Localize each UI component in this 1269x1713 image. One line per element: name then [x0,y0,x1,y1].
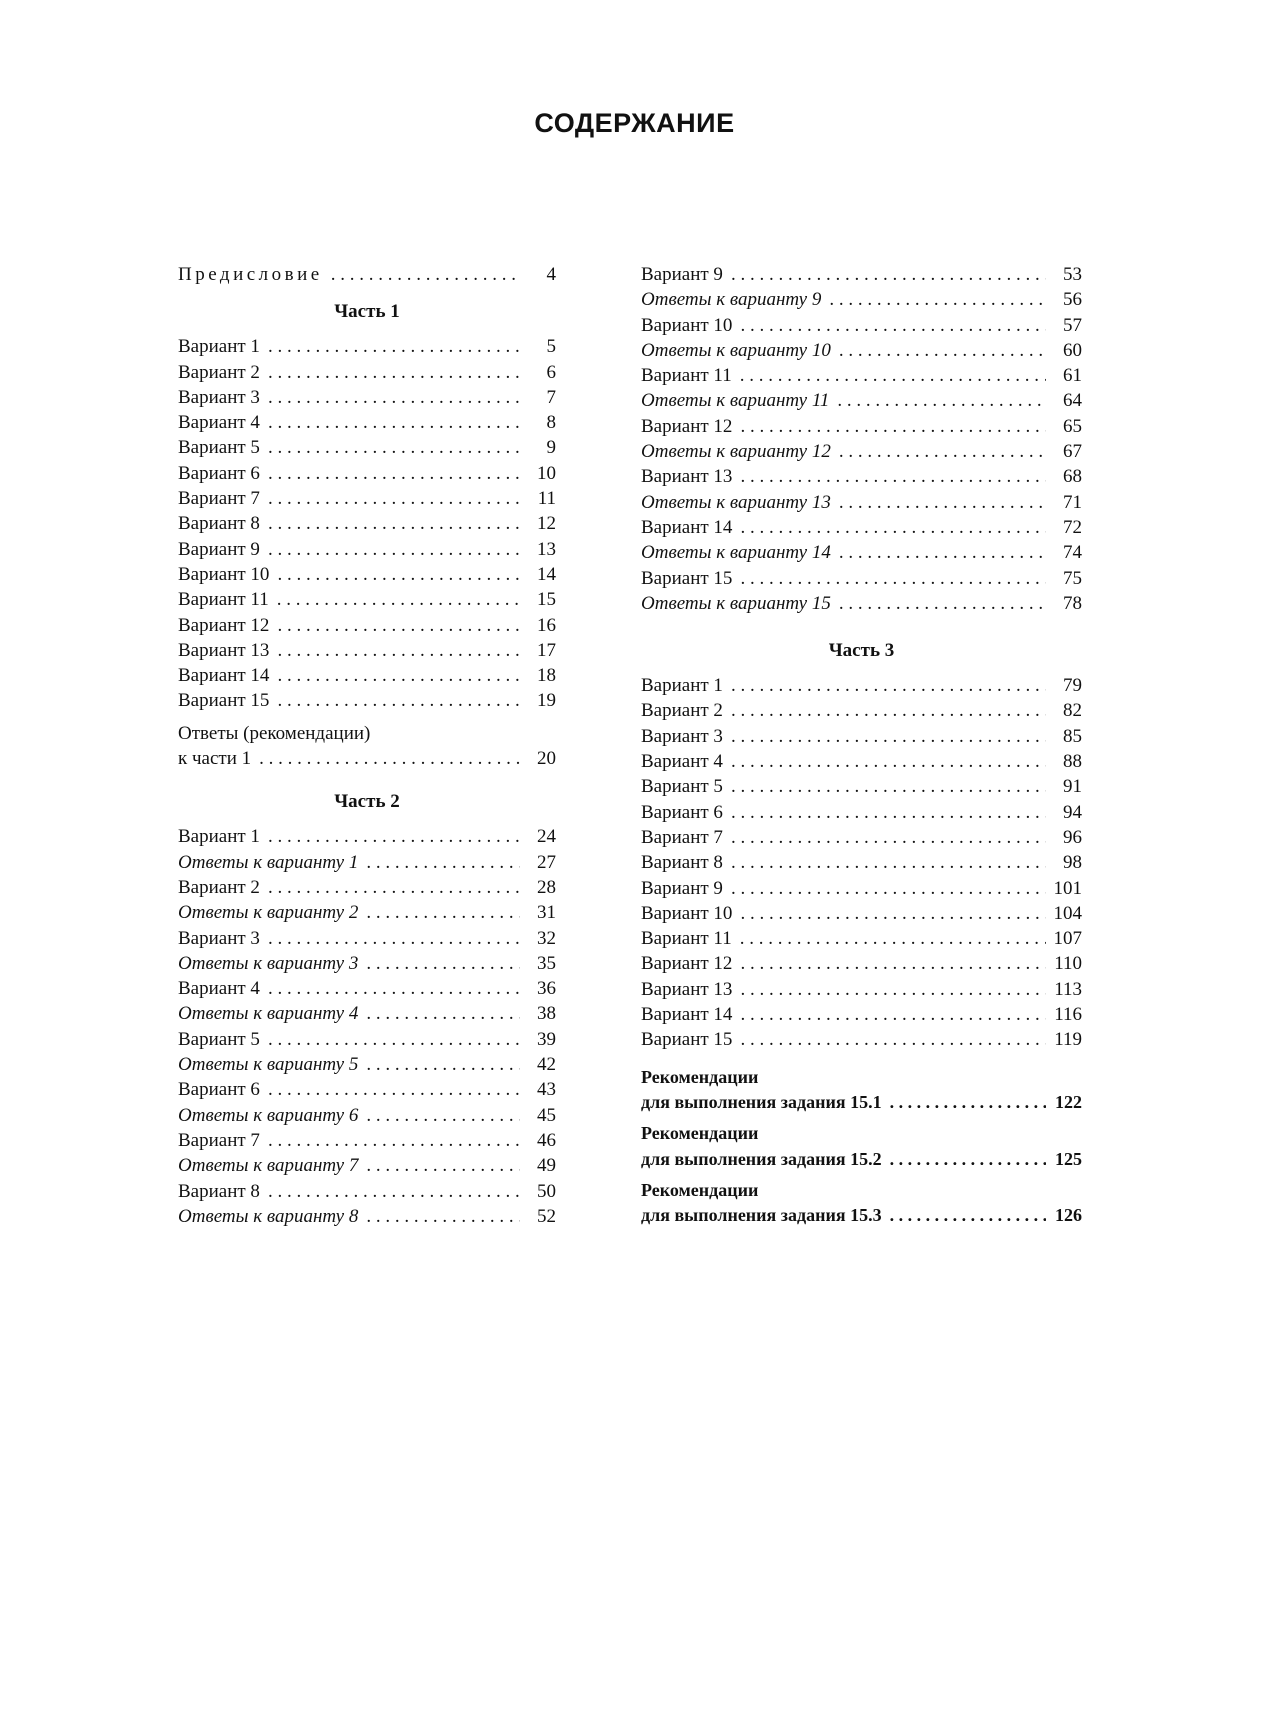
dot-leader [731,749,1046,774]
toc-page-number: 46 [537,1129,556,1151]
toc-entry-label: Вариант 6 [178,462,260,484]
toc-entry[interactable] [641,901,1082,926]
toc-page-number: 20 [537,748,556,770]
toc-page-number: 6 [546,361,556,383]
dot-leader [366,850,520,875]
dot-leader [268,824,520,849]
toc-entry[interactable] [641,388,1082,413]
toc-entry[interactable] [641,800,1082,825]
toc-entry-label: Ответы к варианту 13 [641,491,831,513]
dot-leader [731,876,1046,901]
toc-entry[interactable] [641,464,1082,489]
toc-page-number: 94 [1063,801,1082,823]
dot-leader [268,435,520,460]
toc-entry-label: Ответы к варианту 14 [641,542,831,564]
toc-entry-label: Ответы к варианту 2 [178,902,359,924]
toc-page-number: 116 [1054,1004,1082,1026]
toc-entry[interactable] [641,490,1082,515]
toc-entry[interactable] [178,1103,556,1128]
toc-entry-label: Ответы к варианту 12 [641,441,831,463]
toc-entry-label: Ответы к варианту 9 [641,289,822,311]
toc-entry-label: Вариант 7 [178,488,260,510]
section-heading-part3: Часть 3 [828,640,895,662]
toc-page-number: 78 [1063,592,1082,614]
dot-leader [277,663,520,688]
toc-entry[interactable] [178,385,556,410]
toc-page-number: 14 [537,563,556,585]
toc-entry[interactable] [178,850,556,875]
dot-leader [277,562,520,587]
toc-entry[interactable] [641,850,1082,875]
dot-leader [740,1002,1046,1027]
toc-entry-label: Ответы к варианту 7 [178,1155,359,1177]
toc-entry-label: Вариант 2 [641,700,723,722]
toc-entry-label: Вариант 11 [178,589,269,611]
toc-entry-label: Вариант 2 [178,876,260,898]
toc-page-number: 122 [1055,1091,1082,1112]
toc-entry-label: Вариант 14 [178,665,270,687]
toc-entry-label: Вариант 4 [641,751,723,773]
toc-entry-label: Вариант 4 [178,978,260,1000]
toc-entry-label: Ответы к варианту 15 [641,592,831,614]
toc-entry-label: Вариант 10 [641,314,733,336]
toc-entry[interactable] [178,334,556,359]
toc-page-number: 24 [537,826,556,848]
toc-entry-label: Вариант 7 [641,826,723,848]
toc-entry-label: для выполнения задания 15.3 [641,1205,882,1226]
toc-entry[interactable] [178,663,556,688]
toc-entry[interactable] [641,1203,1082,1228]
dot-leader [277,613,520,638]
toc-entry[interactable] [641,673,1082,698]
dot-leader [366,1204,520,1229]
dot-leader [731,800,1046,825]
toc-entry-label: Вариант 1 [178,336,260,358]
toc-entry-label: Вариант 5 [178,1028,260,1050]
toc-entry[interactable] [178,900,556,925]
toc-list-part2-continued [641,262,1082,616]
toc-entry[interactable] [178,360,556,385]
dot-leader [268,976,520,1001]
toc-page-number: 36 [537,978,556,1000]
toc-entry[interactable] [641,439,1082,464]
toc-entry-label: Вариант 3 [641,725,723,747]
toc-page-number: 104 [1053,902,1082,924]
dot-leader [740,363,1046,388]
toc-page-number: 107 [1053,928,1082,950]
toc-entry[interactable] [641,287,1082,312]
toc-page-number: 79 [1063,675,1082,697]
toc-entry-label: Вариант 6 [178,1079,260,1101]
toc-entry-label: к части 1 [178,748,252,770]
toc-entry[interactable] [641,540,1082,565]
toc-entry[interactable] [641,825,1082,850]
toc-entry[interactable] [641,1147,1082,1172]
toc-page-number: 96 [1063,826,1082,848]
dot-leader [366,900,520,925]
dot-leader [731,825,1046,850]
toc-page-number: 125 [1055,1148,1082,1169]
toc-entry-label: Вариант 12 [641,953,733,975]
toc-page-number: 72 [1063,516,1082,538]
dot-leader [740,313,1046,338]
toc-page-number: 31 [537,902,556,924]
toc-page-number: 17 [537,639,556,661]
dot-leader [731,724,1046,749]
toc-page-number: 85 [1063,725,1082,747]
toc-page-number: 65 [1063,415,1082,437]
toc-entry-label: Ответы к варианту 4 [178,1003,359,1025]
toc-entry[interactable] [641,774,1082,799]
toc-page-number: 45 [537,1104,556,1126]
dot-leader [366,1001,520,1026]
dot-leader [268,385,520,410]
toc-page-number: 8 [546,412,556,434]
toc-entry-label: Вариант 12 [641,415,733,437]
toc-entry[interactable] [641,566,1082,591]
toc-page-number: 42 [537,1054,556,1076]
toc-entry-label: Вариант 9 [178,538,260,560]
dot-leader [268,334,520,359]
toc-entry[interactable] [178,1001,556,1026]
toc-entry-label: Вариант 5 [178,437,260,459]
toc-entry[interactable] [178,951,556,976]
toc-entry[interactable] [178,926,556,951]
toc-page-number: 56 [1063,289,1082,311]
toc-page-number: 126 [1055,1205,1082,1226]
toc-entry[interactable] [178,1128,556,1153]
toc-entry[interactable] [178,537,556,562]
toc-entry[interactable] [641,363,1082,388]
toc-entry-label: для выполнения задания 15.2 [641,1148,882,1169]
toc-entry[interactable] [178,688,556,713]
toc-page-number: 71 [1063,491,1082,513]
dot-leader [268,926,520,951]
toc-entry[interactable] [178,1179,556,1204]
toc-recommendation-title[interactable]: Рекомендации [641,1066,759,1087]
toc-page-number: 61 [1063,365,1082,387]
dot-leader [268,360,520,385]
dot-leader [839,490,1046,515]
toc-entry-label: Вариант 14 [641,1004,733,1026]
dot-leader [366,1052,520,1077]
toc-entry-label: Вариант 8 [178,513,260,535]
toc-page-number: 5 [546,336,556,358]
dot-leader [268,486,520,511]
toc-entry-label: Ответы к варианту 3 [178,952,359,974]
dot-leader [268,537,520,562]
toc-entry[interactable] [641,876,1082,901]
toc-entry-label: Вариант 11 [641,365,732,387]
toc-page-number: 119 [1054,1029,1082,1051]
toc-page-number: 88 [1063,751,1082,773]
toc-entry[interactable] [641,414,1082,439]
toc-entry[interactable] [641,724,1082,749]
toc-page-number: 7 [546,386,556,408]
toc-entry-label: Вариант 1 [641,675,723,697]
toc-list-part1 [178,334,556,713]
dot-leader [740,901,1046,926]
dot-leader [268,511,520,536]
dot-leader [268,461,520,486]
toc-entry-label: Вариант 11 [641,928,732,950]
dot-leader [839,591,1046,616]
toc-entry[interactable] [178,824,556,849]
toc-entry[interactable] [178,461,556,486]
toc-page-number: 11 [537,488,556,510]
toc-entry[interactable] [641,1027,1082,1052]
dot-leader [740,414,1046,439]
toc-page-number: 32 [537,927,556,949]
toc-entry-label: Вариант 13 [641,466,733,488]
toc-page-number: 75 [1063,567,1082,589]
dot-leader [277,638,520,663]
toc-page-number: 82 [1063,700,1082,722]
toc-entry-label: Ответы к варианту 11 [641,390,830,412]
toc-entry[interactable] [178,1077,556,1102]
toc-entry[interactable] [178,562,556,587]
toc-list-recommendations [641,1053,1082,1229]
toc-entry-label: Вариант 7 [178,1129,260,1151]
dot-leader [268,1128,520,1153]
section-heading-part2: Часть 2 [334,791,400,813]
toc-page-number: 49 [537,1155,556,1177]
toc-entry[interactable] [178,1027,556,1052]
toc-entry[interactable] [641,926,1082,951]
toc-page-number: 35 [537,952,556,974]
toc-entry-label: Вариант 1 [178,826,260,848]
toc-page-number: 38 [537,1003,556,1025]
toc-entry-label: Вариант 10 [641,902,733,924]
dot-leader [890,1090,1046,1115]
toc-page-number: 110 [1054,953,1082,975]
toc-entry[interactable] [641,749,1082,774]
toc-page-number: 13 [537,538,556,560]
toc-page-number: 52 [537,1205,556,1227]
toc-page-number: 91 [1063,776,1082,798]
toc-entry[interactable] [178,435,556,460]
toc-entry-preface[interactable] [178,262,556,287]
toc-entry-label: для выполнения задания 15.1 [641,1091,882,1112]
dot-leader [740,926,1046,951]
toc-entry[interactable] [641,515,1082,540]
section-heading-part1: Часть 1 [334,301,400,323]
toc-page-number: 10 [537,462,556,484]
toc-entry-label: Ответы к варианту 8 [178,1205,359,1227]
toc-entry[interactable] [178,613,556,638]
dot-leader [740,977,1046,1002]
toc-entry-label: Вариант 3 [178,386,260,408]
dot-leader [366,1103,520,1128]
toc-entry[interactable] [178,410,556,435]
toc-page-number: 12 [537,513,556,535]
toc-recommendation-title[interactable]: Рекомендации [641,1179,759,1200]
toc-entry[interactable] [178,1153,556,1178]
dot-leader [268,410,520,435]
toc-entry[interactable] [641,977,1082,1002]
dot-leader [740,464,1046,489]
dot-leader [366,951,520,976]
dot-leader [366,1153,520,1178]
toc-entry-label: Вариант 4 [178,412,260,434]
toc-entry-label: Вариант 15 [641,567,733,589]
dot-leader [839,439,1046,464]
toc-entry[interactable] [178,511,556,536]
dot-leader [839,338,1046,363]
toc-entry[interactable] [641,951,1082,976]
dot-leader [731,262,1046,287]
dot-leader [829,287,1046,312]
toc-answers-part1-line1[interactable]: Ответы (рекомендации) [178,722,371,744]
toc-entry-label: Ответы к варианту 5 [178,1054,359,1076]
dot-leader [331,262,520,287]
toc-list-part3 [641,673,1082,1052]
dot-leader [268,875,520,900]
toc-entry-label: Ответы к варианту 6 [178,1104,359,1126]
toc-page-number: 43 [537,1079,556,1101]
toc-left-column [178,262,556,1229]
toc-entry[interactable] [641,1002,1082,1027]
toc-entry-label: Вариант 6 [641,801,723,823]
toc-entry-label: Вариант 12 [178,614,270,636]
toc-page-number: 101 [1053,877,1082,899]
dot-leader [740,951,1046,976]
toc-entry[interactable] [178,1052,556,1077]
toc-entry-label: Вариант 8 [178,1180,260,1202]
toc-entry-label: Вариант 9 [641,264,723,285]
dot-leader [277,688,520,713]
toc-page-number: 57 [1063,314,1082,336]
toc-entry[interactable] [641,591,1082,616]
toc-entry-answers-part1[interactable] [178,746,556,771]
toc-page-number: 15 [537,589,556,611]
dot-leader [839,540,1046,565]
toc-page-number: 53 [1063,264,1082,285]
toc-entry[interactable] [641,338,1082,363]
toc-page-number: 19 [537,690,556,712]
toc-entry[interactable] [178,976,556,1001]
toc-page-number: 60 [1063,339,1082,361]
toc-entry[interactable] [641,313,1082,338]
toc-right-column [641,262,1082,1228]
toc-entry-label: Вариант 10 [178,563,270,585]
dot-leader [740,1027,1046,1052]
toc-entry-label: Ответы к варианту 1 [178,851,359,873]
toc-entry[interactable] [178,875,556,900]
dot-leader [259,746,520,771]
dot-leader [277,587,520,612]
toc-entry-label: Ответы к варианту 10 [641,339,831,361]
toc-page-number: 18 [537,665,556,687]
dot-leader [740,566,1046,591]
toc-page-number: 98 [1063,852,1082,874]
toc-entry[interactable] [178,1204,556,1229]
dot-leader [731,698,1046,723]
dot-leader [740,515,1046,540]
toc-entry-label: Вариант 2 [178,361,260,383]
dot-leader [890,1147,1046,1172]
toc-entry[interactable] [178,638,556,663]
toc-entry[interactable] [641,262,1082,287]
dot-leader [268,1077,520,1102]
toc-entry[interactable] [178,587,556,612]
toc-page-number: 9 [546,437,556,459]
dot-leader [731,774,1046,799]
toc-entry-label: Вариант 8 [641,852,723,874]
page-title: СОДЕРЖАНИЕ [534,108,735,138]
toc-page-number: 74 [1063,542,1082,564]
dot-leader [890,1203,1046,1228]
toc-entry-label: Предисловие [178,264,323,285]
toc-entry[interactable] [641,1090,1082,1115]
toc-page-number: 39 [537,1028,556,1050]
toc-page-number: 67 [1063,441,1082,463]
toc-page-number: 64 [1063,390,1082,412]
dot-leader [268,1027,520,1052]
toc-page-number: 16 [537,614,556,636]
toc-page-number: 27 [537,851,556,873]
toc-entry-label: Вариант 15 [641,1029,733,1051]
toc-page-number: 50 [537,1180,556,1202]
dot-leader [268,1179,520,1204]
toc-page-number: 113 [1054,978,1082,1000]
toc-entry-label: Вариант 9 [641,877,723,899]
toc-recommendation-title[interactable]: Рекомендации [641,1123,759,1144]
toc-entry[interactable] [641,698,1082,723]
toc-entry-label: Вариант 14 [641,516,733,538]
toc-page-number: 4 [546,264,556,285]
toc-list-part2 [178,824,556,1229]
toc-page-number: 28 [537,876,556,898]
toc-entry-label: Вариант 13 [178,639,270,661]
dot-leader [731,673,1046,698]
dot-leader [731,850,1046,875]
toc-page-number: 68 [1063,466,1082,488]
toc-entry-label: Вариант 15 [178,690,270,712]
toc-entry-label: Вариант 3 [178,927,260,949]
toc-entry-label: Вариант 13 [641,978,733,1000]
toc-entry-label: Вариант 5 [641,776,723,798]
toc-entry[interactable] [178,486,556,511]
dot-leader [837,388,1046,413]
